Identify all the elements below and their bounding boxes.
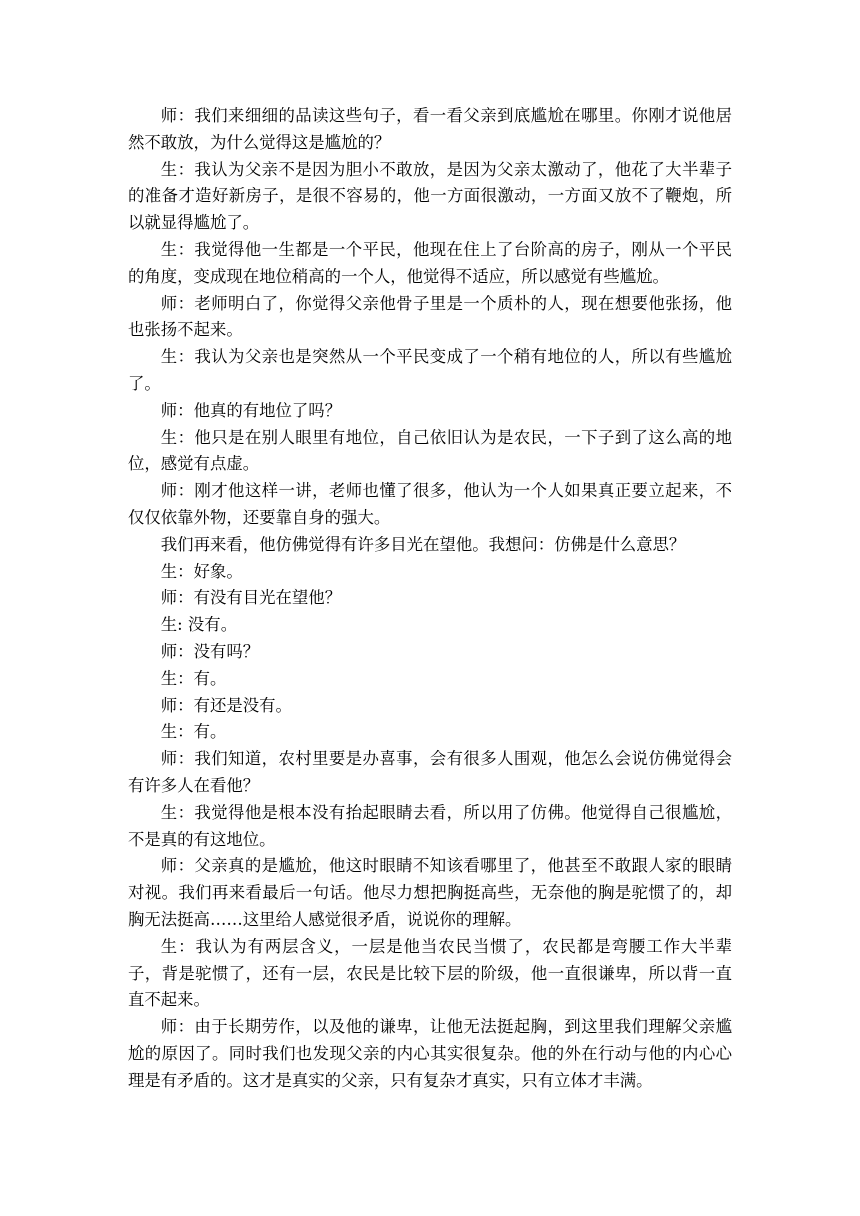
paragraph: 师：我们来细细的品读这些句子，看一看父亲到底尴尬在哪里。你刚才说他居然不敢放，为什么觉得这是尴尬的？ — [128, 106, 732, 152]
paragraph: 生：他只是在别人眼里有地位，自己依旧认为是农民，一下子到了这么高的地位，感觉有点虚。 — [128, 427, 732, 474]
paragraph: 师：没有吗？ — [160, 641, 260, 661]
paragraph: 师：由于长期劳作，以及他的谦卑，让他无法挺起胸，到这里我们理解父亲尴尬的原因了。同时我们也发现父亲的内心其实很复杂。他的外在行动与他的内心心理是有矛盾的。这才是真实的父亲，只有复杂才真实，只有立体才丰满。 — [128, 1017, 732, 1090]
paragraph: 师：父亲真的是尴尬，他这时眼睛不知该看哪里了，他甚至不敢跟人家的眼睛对视。我们再来看最后一句话。他尽力想把胸挺高些，无奈他的胸是驼惯了的，却胸无法挺高……这里给人感觉很矛盾，说说你的理解。 — [128, 856, 732, 929]
document-body — [128, 103, 732, 1094]
paragraph: 生: 没有。 — [160, 615, 238, 635]
paragraph: 生：有。 — [160, 668, 227, 688]
paragraph: 生：我觉得他是根本没有抬起眼睛去看，所以用了仿佛。他觉得自己很尴尬，不是真的有这地位。 — [128, 802, 732, 849]
paragraph: 师：老师明白了，你觉得父亲他骨子里是一个质朴的人，现在想要他张扬，他也张扬不起来。 — [128, 293, 732, 340]
paragraph: 生：我认为父亲不是因为胆小不敢放，是因为父亲太激动了，他花了大半辈子的准备才造好新房子，是很不容易的，他一方面很激动，一方面又放不了鞭炮，所以就显得尴尬了。 — [128, 159, 732, 233]
paragraph: 生：我认为有两层含义，一层是他当农民当惯了，农民都是弯腰工作大半辈子，背是驼惯了，还有一层，农民是比较下层的阶级，他一直很谦卑，所以背一直直不起来。 — [128, 936, 732, 1010]
paragraph: 师：刚才他这样一讲，老师也懂了很多，他认为一个人如果真正要立起来，不仅仅依靠外物，还要靠自身的强大。 — [128, 481, 732, 527]
paragraph: 师：我们知道，农村里要是办喜事，会有很多人围观，他怎么会说仿佛觉得会有许多人在看他？ — [128, 749, 732, 795]
paragraph: 生：我觉得他一生都是一个平民，他现在住上了台阶高的房子，刚从一个平民的角度，变成现在地位稍高的一个人，他觉得不适应，所以感觉有些尴尬。 — [128, 239, 732, 286]
paragraph: 师：有没有目光在望他？ — [160, 588, 342, 608]
paragraph: 生：有。 — [160, 722, 227, 742]
paragraph: 生：好象。 — [160, 561, 243, 581]
paragraph: 师：有还是没有。 — [160, 695, 292, 715]
paragraph: 我们再来看，他仿佛觉得有许多目光在望他。我想问：仿佛是什么意思？ — [160, 534, 686, 554]
paragraph: 师：他真的有地位了吗？ — [160, 400, 342, 420]
paragraph: 生：我认为父亲也是突然从一个平民变成了一个稍有地位的人，所以有些尴尬了。 — [128, 347, 732, 393]
